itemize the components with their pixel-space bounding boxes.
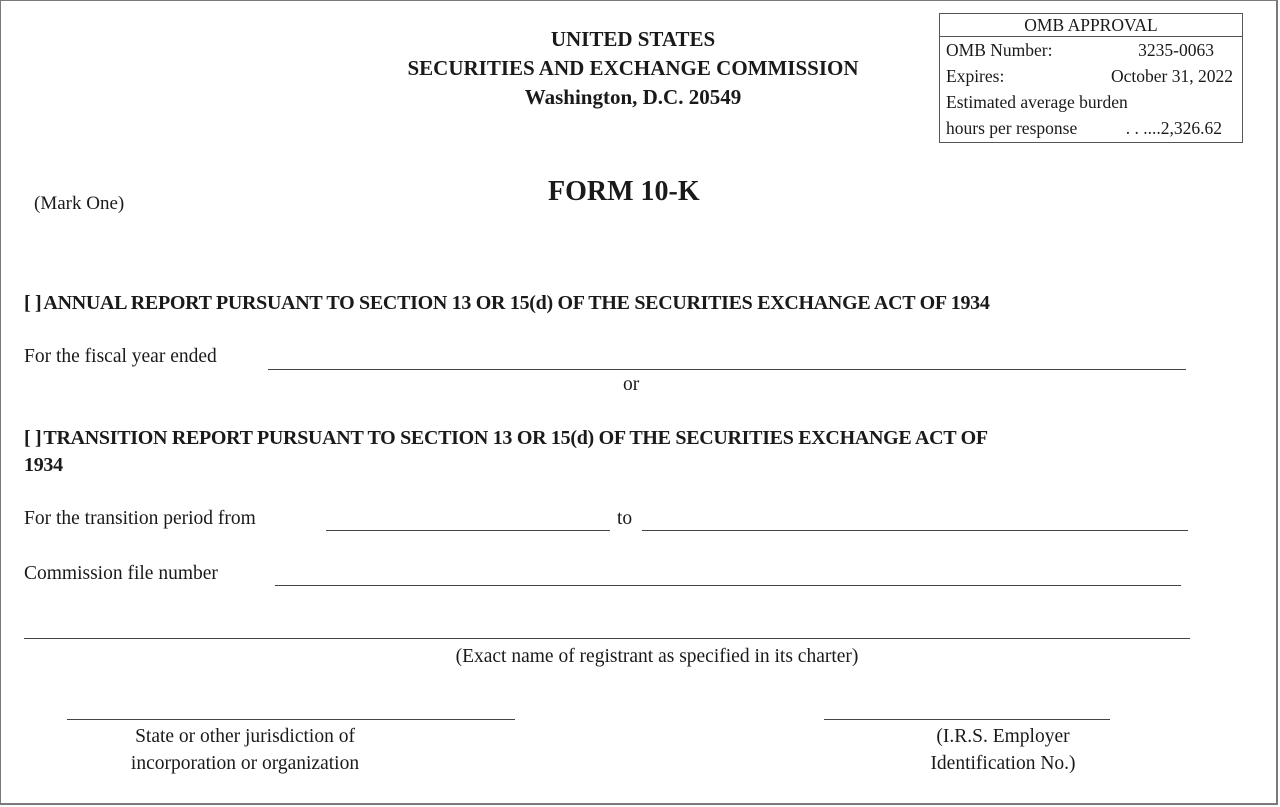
commission-file-label: Commission file number [24, 563, 218, 584]
registrant-name-field[interactable] [24, 638, 1190, 639]
agency-header [360, 25, 906, 112]
omb-hours-value: . . ....2,326.62 [1125, 118, 1222, 138]
transition-from-label: For the transition period from [24, 508, 256, 529]
omb-expires-label: Expires: [946, 66, 1005, 86]
transition-to-label: to [617, 508, 633, 529]
jurisdiction-caption [80, 723, 410, 777]
registrant-name-caption [24, 643, 1280, 670]
header-country: UNITED STATES [550, 27, 716, 51]
jurisdiction-caption-line2: incorporation or organization [130, 753, 360, 774]
transition-report-option[interactable] [24, 427, 988, 450]
or-separator: or [623, 374, 640, 395]
form-title: FORM 10-K [548, 176, 700, 207]
commission-file-field[interactable] [275, 585, 1181, 586]
jurisdiction-field[interactable] [67, 719, 515, 720]
omb-hours-row [940, 115, 1242, 141]
omb-number-value: 3235-0063 [1138, 40, 1214, 60]
annual-report-option[interactable] [24, 292, 990, 315]
omb-number-label: OMB Number: [946, 40, 1053, 60]
omb-burden-label: Estimated average burden [946, 92, 1128, 112]
transition-from-field[interactable] [326, 530, 610, 531]
transition-report-label: TRANSITION REPORT PURSUANT TO SECTION 13 OR 15(d) OF THE SECURITIES EXCHANGE ACT OF [43, 427, 988, 449]
omb-approval-box [939, 13, 1243, 143]
fiscal-year-label: For the fiscal year ended [24, 346, 217, 367]
transition-report-label-continued: 1934 [24, 454, 63, 476]
annual-report-label: ANNUAL REPORT PURSUANT TO SECTION 13 OR 15(d) OF THE SECURITIES EXCHANGE ACT OF 1934 [43, 292, 990, 314]
jurisdiction-caption-line1: State or other jurisdiction of [135, 726, 355, 747]
omb-number-row [940, 37, 1242, 63]
omb-expires-value: October 31, 2022 [1111, 66, 1233, 86]
irs-employer-id-caption [890, 723, 1116, 777]
registrant-name-caption-text: (Exact name of registrant as specified in its charter) [455, 646, 859, 667]
transition-report-checkbox[interactable]: [ ] [24, 427, 42, 449]
irs-employer-id-field[interactable] [824, 719, 1110, 720]
transition-to-field[interactable] [642, 530, 1188, 531]
omb-approval-title: OMB APPROVAL [940, 14, 1242, 37]
omb-burden-row [940, 89, 1242, 115]
omb-expires-row [940, 63, 1242, 89]
annual-report-checkbox[interactable]: [ ] [24, 292, 42, 314]
mark-one-label: (Mark One) [34, 193, 125, 214]
fiscal-year-field[interactable] [268, 369, 1186, 370]
header-agency: SECURITIES AND EXCHANGE COMMISSION [407, 56, 859, 80]
header-address: Washington, D.C. 20549 [524, 85, 742, 109]
irs-caption-line1: (I.R.S. Employer [936, 726, 1070, 747]
omb-hours-label: hours per response [946, 118, 1078, 138]
irs-caption-line2: Identification No.) [930, 753, 1076, 774]
